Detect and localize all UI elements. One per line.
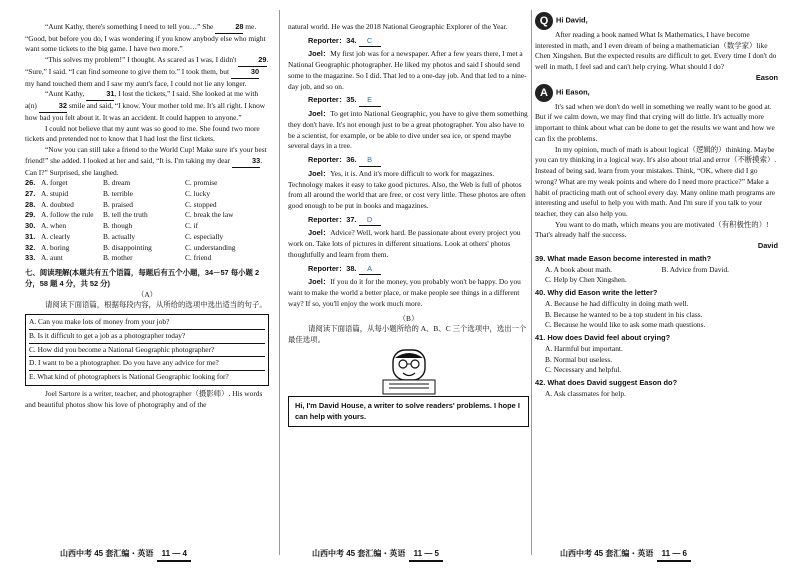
- footer-page-4: 山西中考 45 套汇编・英语 11 — 4: [60, 548, 191, 562]
- q32-num: 32.: [25, 242, 36, 252]
- blank-33: 33: [232, 156, 260, 168]
- q27-num: 27.: [25, 189, 36, 199]
- q28-c[interactable]: C. stopped: [185, 199, 217, 209]
- reply-para-2: In my opinion, much of math is about logical（逻辑的）thinking. Maybe you can try thinking in a logical way. It's also about trial and error（不断摸索）. Instead of being sad, learn from your mistakes. Think, “OK, where did I go wrong? What are my weak points and where do I need more practice?” Make a habit of practicing math out of school every day. Many online math programs are interesting and useful to help you with math. And I'm sure if you talk to your teacher, they can also help you.: [535, 144, 777, 219]
- q40-c[interactable]: C. Because he would like to ask some math questions.: [545, 320, 706, 330]
- joel-34: Joel：My first job was for a newspaper. After a few years there, I met a National Geographic photographer. He liked my photos and said I should send some to the magazine. So I did. That led to a one-day job. And that led to a nine-day job, and so on.: [288, 49, 527, 91]
- david-house-intro: Hi, I'm David House, a writer to solve readers' problems. I hope I can help with yours.: [288, 396, 529, 427]
- joel-intro: Joel Sartore is a writer, teacher, and photographer（摄影师）. His words and beautiful photos show his love of photography and of the: [25, 388, 263, 409]
- footer-page-5: 山西中考 45 套汇编・英语 11 — 5: [312, 548, 443, 562]
- q31-a[interactable]: A. clearly: [41, 231, 71, 241]
- q39-a[interactable]: A. A book about math.: [545, 264, 612, 274]
- q32-b[interactable]: B. disappointing: [103, 242, 152, 252]
- story-para-3: “Aunt Kathy, 31, I lost the tickets,” I said. She looked at me with a(n) 32 smile and said, “I know. Your mother told me. It's all right. I know how bad you felt about it. It was an accident. It could happen to anyone.”: [25, 89, 266, 122]
- column-1: [25, 22, 269, 410]
- q27-c[interactable]: C. lucky: [185, 189, 211, 199]
- intro-continued: natural world. He was the 2018 National Geographic Explorer of the Year.: [288, 22, 508, 31]
- blank-28: 28: [215, 22, 243, 34]
- options-box: [25, 314, 269, 386]
- question-42: 42. What does David suggest Eason do? A. Ask classmates for help.: [535, 378, 778, 399]
- answer-37[interactable]: D: [359, 215, 381, 227]
- joel-37: Joel：Advice? Well, work hard. Be passionate about every project you work on. Take lots of pictures in different situations. Look at others' photos thoughtfully and learn from them.: [288, 228, 521, 259]
- q30-a[interactable]: A. when: [41, 221, 67, 231]
- passage-a-instruction: 请阅读下面语篇，根据每段内容，从所给的选项中选出适当的句子。: [45, 300, 267, 310]
- story-para-1: “Aunt Kathy, there's something I need to tell you…” She 28 me. “Good, but before you do, I was wondering if you know anybody else who might want some tickets to the big game. I have two more.”: [25, 22, 266, 54]
- q29-a[interactable]: A. follow the rule: [41, 210, 94, 220]
- q33-num: 33.: [25, 253, 36, 263]
- q30-num: 30.: [25, 221, 36, 231]
- blank-29: 29: [238, 55, 266, 67]
- q28-a[interactable]: A. doubted: [41, 199, 74, 209]
- q40-a[interactable]: A. Because he had difficulty in doing math well.: [545, 298, 689, 308]
- q31-num: 31.: [25, 231, 36, 241]
- column-2: [288, 22, 529, 427]
- answer-38[interactable]: A: [359, 264, 381, 276]
- q39-c[interactable]: C. Help by Chen Xingshen.: [545, 275, 627, 285]
- q32-c[interactable]: C. understanding: [185, 242, 236, 252]
- reply-para-1: It's sad when we don't do well in something we really want to be good at. But if we calm down, we may find that crying will do little. It's actually more important to think about what can be done to get the results we want and how we can fix the problems.: [535, 101, 775, 143]
- blank-32: 32: [39, 101, 67, 113]
- q29-b[interactable]: B. tell the truth: [103, 210, 148, 220]
- david-signature: David: [757, 241, 778, 251]
- letter-header: Q Hi David,: [535, 12, 778, 30]
- option-box-d: D. I want to be a photographer. Do you have any advice for me?: [29, 357, 265, 371]
- reporter-34: Reporter：34. C: [308, 36, 529, 48]
- blank-30: 30: [231, 67, 259, 79]
- q28-b[interactable]: B. praised: [103, 199, 133, 209]
- reply-header: A Hi Eason,: [535, 84, 778, 102]
- passage-b-label: （B）: [398, 313, 419, 323]
- answer-36[interactable]: B: [359, 155, 381, 167]
- story-para-4: I could not believe that my aunt was so good to me. She found two more tickets and pretended not to know that I had lost the first tickets.: [25, 123, 260, 144]
- answer-34[interactable]: C: [359, 36, 381, 48]
- eason-letter: After reading a book named What Is Mathematics, I have become interested in math, and I even dream of being a mathematician（数学家）like Chen Xingshen. But the expected results are difficult to get. Every time I don't do well in math, I feel sad and can't help crying. What should I do?: [535, 30, 777, 72]
- q29-c[interactable]: C. break the law: [185, 210, 234, 220]
- q30-b[interactable]: B. though: [103, 221, 133, 231]
- joel-38: Joel：If you do it for the money, you probably won't be happy. Do you want to make the world a better place, or make people see things in a different way? If so, you'll enjoy the work much more.: [288, 277, 521, 308]
- reporter-36: Reporter：36. B: [308, 155, 529, 167]
- section-7-heading: 七、阅读理解(本题共有五个语篇，每题后有五个小题，34－57 每小题 2 分，58 题 4 分，共 52 分): [25, 268, 260, 288]
- reporter-37: Reporter：37. D: [308, 215, 529, 227]
- q31-c[interactable]: C. especially: [185, 231, 224, 241]
- question-39: 39. What made Eason become interested in math? A. A book about math. B. Advice from David. C. Help by Chen Xingshen.: [535, 254, 778, 286]
- reporter-35: Reporter：35. E: [308, 95, 529, 107]
- q33-c[interactable]: C. friend: [185, 253, 212, 263]
- reporter-38: Reporter：38. A: [308, 264, 529, 276]
- q28-num: 28.: [25, 199, 36, 209]
- question-41: 41. How does David feel about crying? A. Harmful but important. B. Normal but useless. C. Necessary and helpful.: [535, 333, 778, 376]
- q26-b[interactable]: B. dream: [103, 178, 131, 188]
- q39-b[interactable]: B. Advice from David.: [661, 264, 730, 274]
- question-icon: Q: [535, 12, 553, 30]
- q33-a[interactable]: A. aunt: [41, 253, 63, 263]
- passage-b-instruction: 请阅读下面语篇，从每小题所给的 A、B、C 三个选项中，选出一个最佳选项。: [288, 324, 527, 345]
- q41-a[interactable]: A. Harmful but important.: [545, 343, 623, 353]
- story-para-5: “Now you can still take a friend to the World Cup! Make sure it's your best friend!” she added. I looked at her and said, “It is. I'm taking my dear 33. Can I?” Surprised, she laughed.: [25, 145, 267, 177]
- q27-b[interactable]: B. terrible: [103, 189, 133, 199]
- option-box-b: B. Is it difficult to get a job as a photographer today?: [29, 330, 265, 344]
- story-para-2: “This solves my problem!” I thought. As scared as I was, I didn't 29. “Sure,” I said. “I can find someone to give them to.” I took them, but 30 my hand touched them and I saw my aunt's face, I could not lie any longer.: [25, 55, 269, 88]
- eason-signature: Eason: [755, 72, 778, 82]
- david-house-cartoon-icon: [379, 348, 439, 396]
- q33-b[interactable]: B. mother: [103, 253, 133, 263]
- option-box-c: C. How did you become a National Geographic photographer?: [29, 344, 265, 358]
- joel-36: Joel：Yes, it is. And it's more difficult to work for magazines. Technology makes it easy to take good pictures. Also, the Web is full of photos from all around the world that are free, or cost very little. These photos are often good enough to be put in books and magazines.: [288, 168, 526, 211]
- blank-31: 31: [86, 89, 114, 101]
- reply-para-3: You want to do math, which means you are motivated（有积极性的）! That's already half the success.: [535, 219, 769, 240]
- q29-num: 29.: [25, 210, 36, 220]
- q26-a[interactable]: A. forget: [41, 178, 68, 188]
- cloze-options: [25, 178, 269, 264]
- passage-a-label: （A）: [136, 289, 158, 299]
- option-box-e: E. What kind of photographers is National Geographic looking for?: [29, 372, 229, 382]
- q41-b[interactable]: B. Normal but useless.: [545, 354, 613, 364]
- q30-c[interactable]: C. if: [185, 221, 199, 231]
- q40-b[interactable]: B. Because he wanted to be a top student in his class.: [545, 309, 703, 319]
- question-40: 40. Why did Eason write the letter? A. Because he had difficulty in doing math well. B. Because he wanted to be a top student in his class. C. Because he would like to ask some math questions.: [535, 288, 778, 331]
- q31-b[interactable]: B. actually: [103, 231, 136, 241]
- q26-num: 26.: [25, 178, 36, 188]
- q41-c[interactable]: C. Necessary and helpful.: [545, 365, 622, 375]
- answer-icon: A: [535, 84, 553, 102]
- answer-35[interactable]: E: [359, 95, 381, 107]
- option-box-a: A. Can you make lots of money from your job?: [29, 316, 265, 330]
- q42-a[interactable]: A. Ask classmates for help.: [545, 388, 626, 398]
- q27-a[interactable]: A. stupid: [41, 189, 69, 199]
- q32-a[interactable]: A. boring: [41, 242, 70, 252]
- footer-page-6: 山西中考 45 套汇编・英语 11 — 6: [560, 548, 691, 562]
- column-3: [535, 12, 778, 400]
- q26-c[interactable]: C. promise: [185, 178, 218, 188]
- joel-35: Joel：To get into National Geographic, you have to give them something they don't have. It's not enough just to be a great photographer. You also have to be a scientist, for example, or be able to dive under sea ice, or spend maybe several days in a tree.: [288, 109, 528, 151]
